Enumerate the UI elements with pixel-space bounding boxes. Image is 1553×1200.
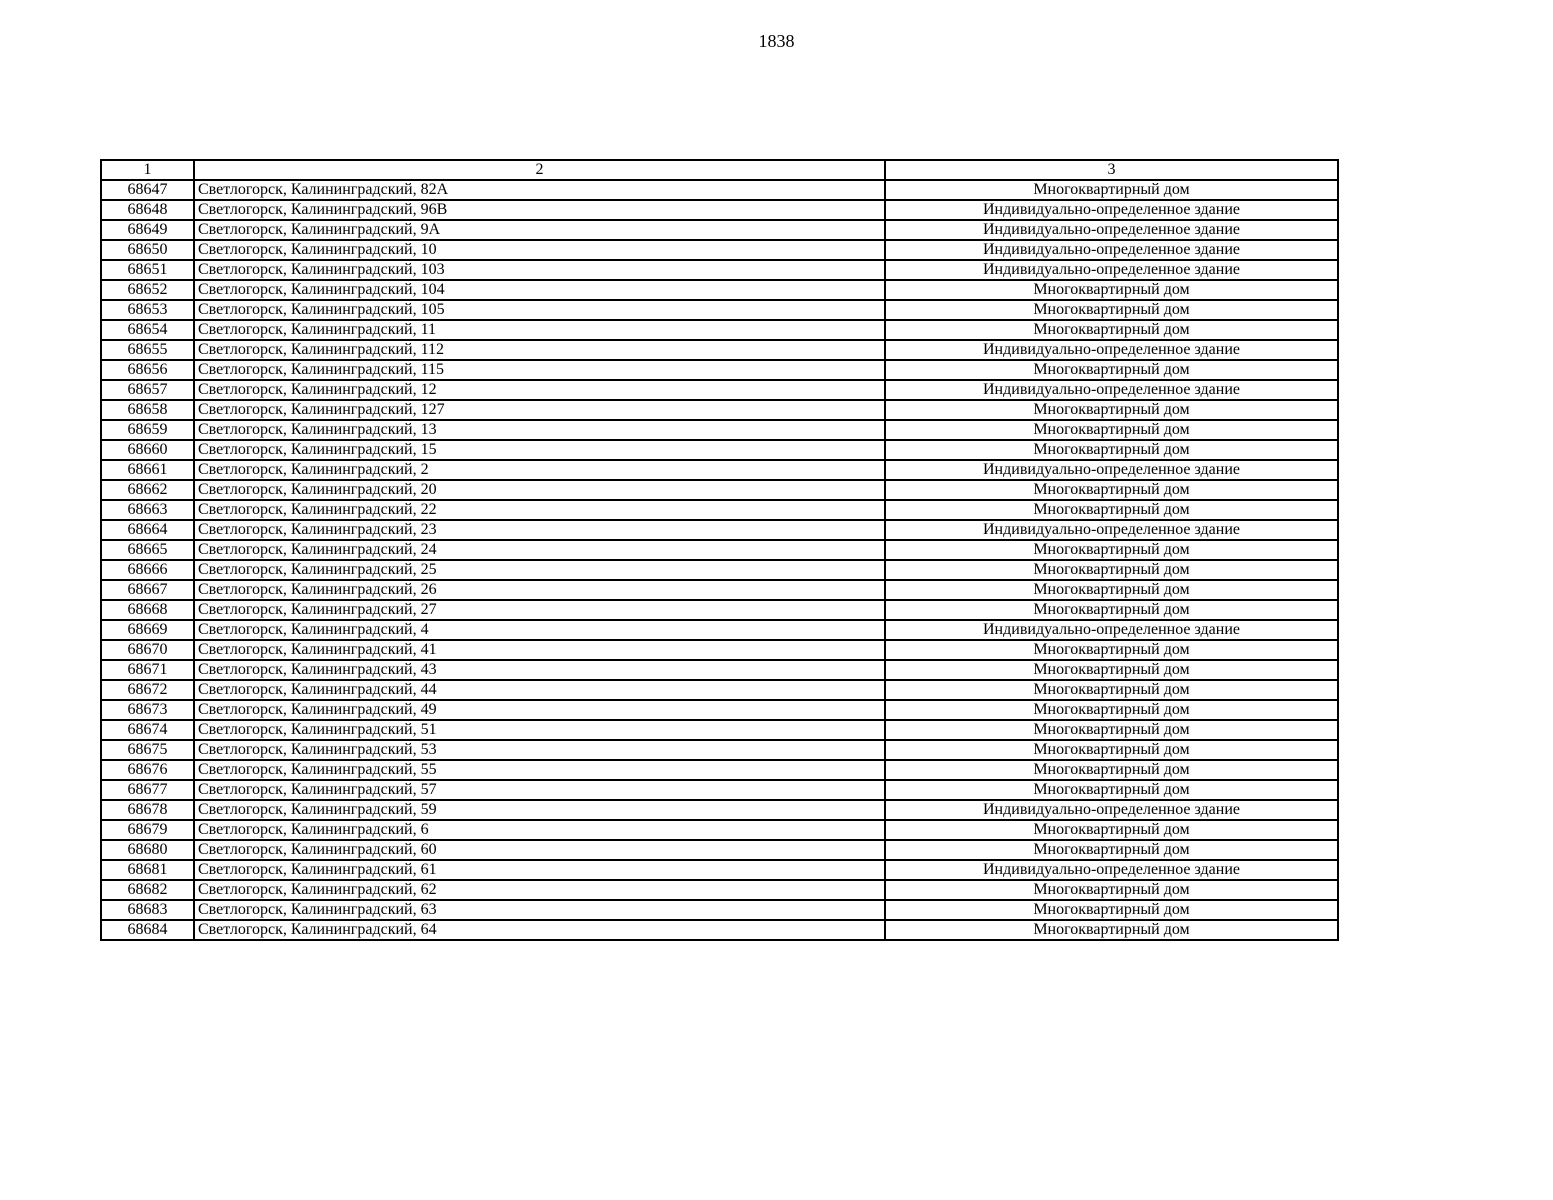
row-number-cell: 68677 [101, 780, 194, 800]
address-cell: Светлогорск, Калининградский, 103 [194, 260, 885, 280]
table-row [101, 400, 1338, 420]
building-type-cell: Индивидуально-определенное здание [885, 380, 1338, 400]
building-type-cell: Индивидуально-определенное здание [885, 200, 1338, 220]
row-number-cell: 68678 [101, 800, 194, 820]
table-row [101, 840, 1338, 860]
table-row [101, 760, 1338, 780]
building-type-cell: Индивидуально-определенное здание [885, 340, 1338, 360]
building-type-cell: Многоквартирный дом [885, 700, 1338, 720]
table-row [101, 680, 1338, 700]
row-number-cell: 68650 [101, 240, 194, 260]
table-row [101, 380, 1338, 400]
building-type-cell: Многоквартирный дом [885, 180, 1338, 200]
table-body [101, 180, 1338, 940]
row-number-cell: 68668 [101, 600, 194, 620]
table-row [101, 700, 1338, 720]
building-type-cell: Индивидуально-определенное здание [885, 620, 1338, 640]
building-type-cell: Многоквартирный дом [885, 640, 1338, 660]
address-cell: Светлогорск, Калининградский, 11 [194, 320, 885, 340]
table-row [101, 560, 1338, 580]
building-type-cell: Многоквартирный дом [885, 480, 1338, 500]
building-type-cell: Индивидуально-определенное здание [885, 220, 1338, 240]
address-cell: Светлогорск, Калининградский, 55 [194, 760, 885, 780]
address-cell: Светлогорск, Калининградский, 15 [194, 440, 885, 460]
table-row [101, 740, 1338, 760]
header-row [101, 160, 1338, 180]
building-type-cell: Многоквартирный дом [885, 660, 1338, 680]
building-type-cell: Многоквартирный дом [885, 720, 1338, 740]
table-row [101, 820, 1338, 840]
address-cell: Светлогорск, Калининградский, 6 [194, 820, 885, 840]
building-type-cell: Многоквартирный дом [885, 780, 1338, 800]
building-type-cell: Многоквартирный дом [885, 580, 1338, 600]
building-type-cell: Индивидуально-определенное здание [885, 800, 1338, 820]
table-row [101, 420, 1338, 440]
building-type-cell: Многоквартирный дом [885, 280, 1338, 300]
table-row [101, 200, 1338, 220]
address-cell: Светлогорск, Калининградский, 12 [194, 380, 885, 400]
row-number-cell: 68673 [101, 700, 194, 720]
row-number-cell: 68684 [101, 920, 194, 940]
row-number-cell: 68679 [101, 820, 194, 840]
table-row [101, 360, 1338, 380]
building-type-cell: Многоквартирный дом [885, 500, 1338, 520]
row-number-cell: 68683 [101, 900, 194, 920]
building-type-cell: Многоквартирный дом [885, 880, 1338, 900]
building-type-cell: Многоквартирный дом [885, 740, 1338, 760]
building-type-cell: Индивидуально-определенное здание [885, 460, 1338, 480]
address-cell: Светлогорск, Калининградский, 9А [194, 220, 885, 240]
page-number: 1838 [758, 31, 795, 51]
table-row [101, 280, 1338, 300]
address-cell: Светлогорск, Калининградский, 96В [194, 200, 885, 220]
table-row [101, 300, 1338, 320]
building-type-cell: Многоквартирный дом [885, 840, 1338, 860]
table-row [101, 640, 1338, 660]
table-row [101, 800, 1338, 820]
building-type-cell: Многоквартирный дом [885, 440, 1338, 460]
address-cell: Светлогорск, Калининградский, 61 [194, 860, 885, 880]
table-row [101, 340, 1338, 360]
address-cell: Светлогорск, Калининградский, 62 [194, 880, 885, 900]
table-row [101, 920, 1338, 940]
table-row [101, 860, 1338, 880]
row-number-cell: 68654 [101, 320, 194, 340]
header-col-1: 1 [101, 160, 194, 180]
table-row [101, 880, 1338, 900]
row-number-cell: 68657 [101, 380, 194, 400]
row-number-cell: 68652 [101, 280, 194, 300]
row-number-cell: 68672 [101, 680, 194, 700]
address-cell: Светлогорск, Калининградский, 44 [194, 680, 885, 700]
row-number-cell: 68649 [101, 220, 194, 240]
row-number-cell: 68647 [101, 180, 194, 200]
table-row [101, 260, 1338, 280]
row-number-cell: 68670 [101, 640, 194, 660]
building-type-cell: Многоквартирный дом [885, 760, 1338, 780]
address-cell: Светлогорск, Калининградский, 13 [194, 420, 885, 440]
building-type-cell: Многоквартирный дом [885, 900, 1338, 920]
address-cell: Светлогорск, Калининградский, 112 [194, 340, 885, 360]
address-cell: Светлогорск, Калининградский, 82А [194, 180, 885, 200]
row-number-cell: 68651 [101, 260, 194, 280]
address-cell: Светлогорск, Калининградский, 23 [194, 520, 885, 540]
address-cell: Светлогорск, Калининградский, 127 [194, 400, 885, 420]
address-cell: Светлогорск, Калининградский, 24 [194, 540, 885, 560]
building-type-cell: Многоквартирный дом [885, 300, 1338, 320]
building-type-cell: Многоквартирный дом [885, 560, 1338, 580]
building-type-cell: Многоквартирный дом [885, 680, 1338, 700]
address-cell: Светлогорск, Калининградский, 57 [194, 780, 885, 800]
table-row [101, 620, 1338, 640]
address-cell: Светлогорск, Калининградский, 49 [194, 700, 885, 720]
address-cell: Светлогорск, Калининградский, 105 [194, 300, 885, 320]
row-number-cell: 68659 [101, 420, 194, 440]
row-number-cell: 68663 [101, 500, 194, 520]
address-cell: Светлогорск, Калининградский, 51 [194, 720, 885, 740]
address-cell: Светлогорск, Калининградский, 22 [194, 500, 885, 520]
row-number-cell: 68671 [101, 660, 194, 680]
building-type-cell: Многоквартирный дом [885, 400, 1338, 420]
table-row [101, 440, 1338, 460]
row-number-cell: 68669 [101, 620, 194, 640]
row-number-cell: 68667 [101, 580, 194, 600]
address-cell: Светлогорск, Калининградский, 60 [194, 840, 885, 860]
address-cell: Светлогорск, Калининградский, 2 [194, 460, 885, 480]
table-row [101, 780, 1338, 800]
address-cell: Светлогорск, Калининградский, 104 [194, 280, 885, 300]
building-type-cell: Многоквартирный дом [885, 360, 1338, 380]
building-type-cell: Многоквартирный дом [885, 320, 1338, 340]
row-number-cell: 68681 [101, 860, 194, 880]
registry-table [100, 159, 1339, 941]
table-row [101, 320, 1338, 340]
address-cell: Светлогорск, Калининградский, 63 [194, 900, 885, 920]
address-cell: Светлогорск, Калининградский, 10 [194, 240, 885, 260]
address-cell: Светлогорск, Калининградский, 26 [194, 580, 885, 600]
row-number-cell: 68658 [101, 400, 194, 420]
row-number-cell: 68648 [101, 200, 194, 220]
row-number-cell: 68676 [101, 760, 194, 780]
building-type-cell: Индивидуально-определенное здание [885, 860, 1338, 880]
row-number-cell: 68674 [101, 720, 194, 740]
table-row [101, 180, 1338, 200]
address-cell: Светлогорск, Калининградский, 53 [194, 740, 885, 760]
building-type-cell: Индивидуально-определенное здание [885, 520, 1338, 540]
row-number-cell: 68661 [101, 460, 194, 480]
row-number-cell: 68666 [101, 560, 194, 580]
building-type-cell: Многоквартирный дом [885, 420, 1338, 440]
row-number-cell: 68665 [101, 540, 194, 560]
table-row [101, 220, 1338, 240]
table-header [101, 160, 1338, 180]
building-type-cell: Индивидуально-определенное здание [885, 260, 1338, 280]
address-cell: Светлогорск, Калининградский, 4 [194, 620, 885, 640]
address-cell: Светлогорск, Калининградский, 64 [194, 920, 885, 940]
row-number-cell: 68653 [101, 300, 194, 320]
row-number-cell: 68660 [101, 440, 194, 460]
row-number-cell: 68675 [101, 740, 194, 760]
table-row [101, 480, 1338, 500]
building-type-cell: Многоквартирный дом [885, 820, 1338, 840]
header-col-3: 3 [885, 160, 1338, 180]
row-number-cell: 68682 [101, 880, 194, 900]
row-number-cell: 68664 [101, 520, 194, 540]
table-row [101, 580, 1338, 600]
table-row [101, 520, 1338, 540]
table-row [101, 660, 1338, 680]
address-cell: Светлогорск, Калининградский, 59 [194, 800, 885, 820]
building-type-cell: Многоквартирный дом [885, 600, 1338, 620]
building-type-cell: Многоквартирный дом [885, 920, 1338, 940]
address-cell: Светлогорск, Калининградский, 20 [194, 480, 885, 500]
row-number-cell: 68680 [101, 840, 194, 860]
address-cell: Светлогорск, Калининградский, 115 [194, 360, 885, 380]
row-number-cell: 68655 [101, 340, 194, 360]
row-number-cell: 68662 [101, 480, 194, 500]
table-row [101, 540, 1338, 560]
row-number-cell: 68656 [101, 360, 194, 380]
address-cell: Светлогорск, Калининградский, 43 [194, 660, 885, 680]
address-cell: Светлогорск, Калининградский, 41 [194, 640, 885, 660]
address-cell: Светлогорск, Калининградский, 25 [194, 560, 885, 580]
table-row [101, 240, 1338, 260]
table-row [101, 460, 1338, 480]
building-type-cell: Многоквартирный дом [885, 540, 1338, 560]
table-row [101, 500, 1338, 520]
table-row [101, 600, 1338, 620]
address-cell: Светлогорск, Калининградский, 27 [194, 600, 885, 620]
table-row [101, 900, 1338, 920]
building-type-cell: Индивидуально-определенное здание [885, 240, 1338, 260]
table-row [101, 720, 1338, 740]
header-col-2: 2 [194, 160, 885, 180]
